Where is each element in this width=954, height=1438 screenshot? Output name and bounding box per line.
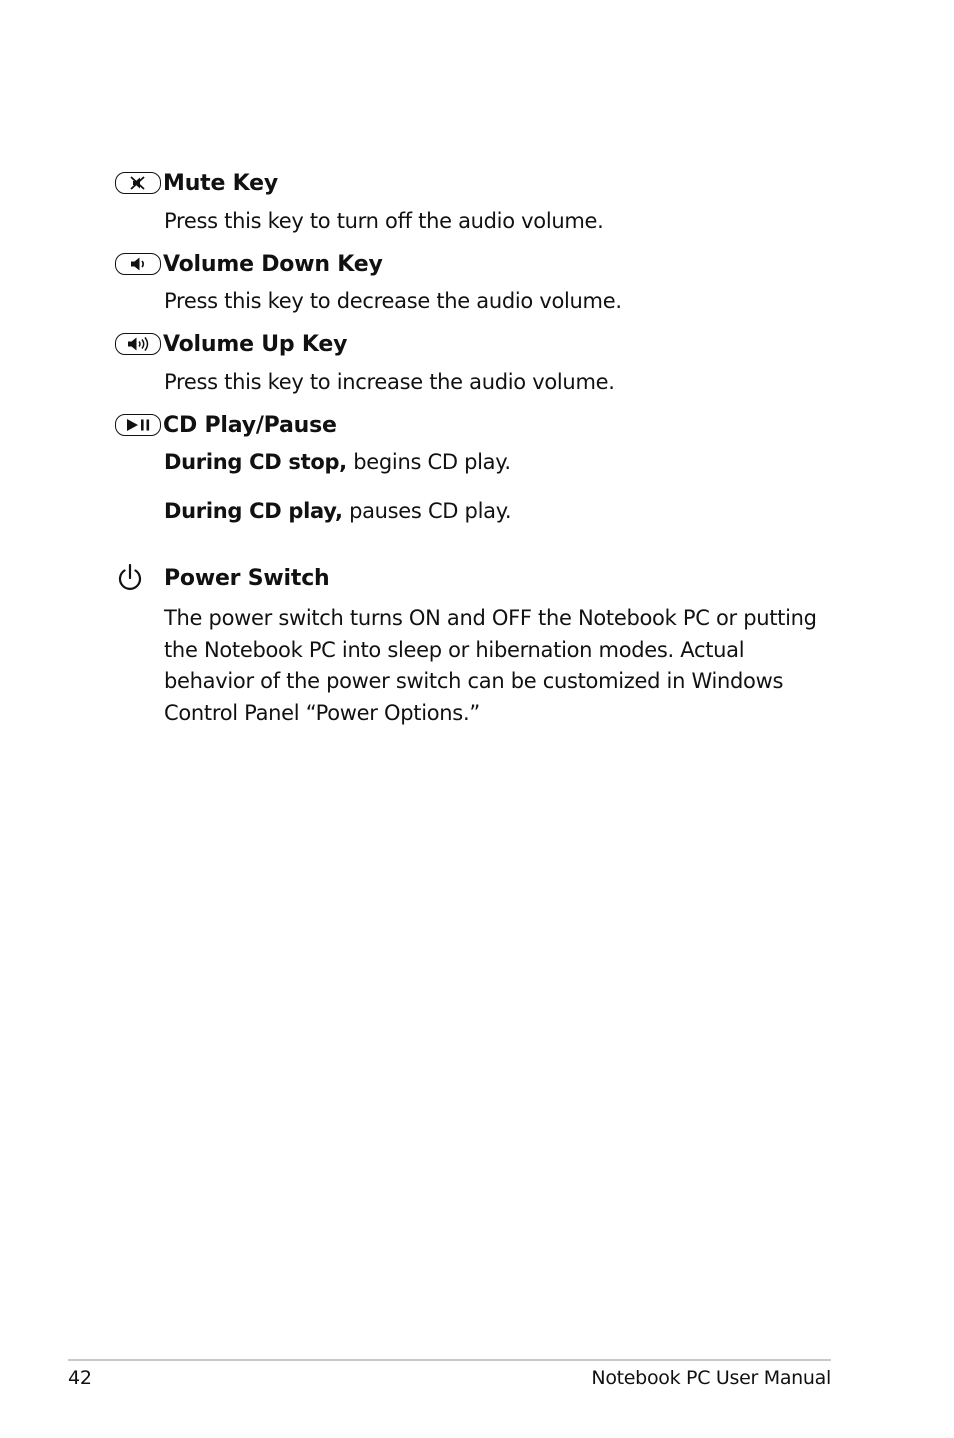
- cd-stop-label: During CD stop,: [164, 450, 347, 474]
- cd-play-description: [164, 495, 511, 527]
- manual-title: Notebook PC User Manual: [591, 1367, 831, 1389]
- volume-up-key-title: Volume Up Key: [163, 331, 348, 357]
- volume-down-icon: [115, 253, 161, 275]
- cd-play-pause-heading-row: [115, 411, 337, 439]
- power-switch-description: [164, 603, 844, 729]
- mute-key-description: Press this key to turn off the audio volume.: [164, 209, 604, 233]
- volume-down-key-title: Volume Down Key: [163, 251, 383, 277]
- cd-stop-text: begins CD play.: [346, 450, 511, 474]
- power-switch-title: Power Switch: [164, 565, 330, 591]
- power-icon: [115, 563, 145, 593]
- volume-up-icon: [115, 333, 161, 355]
- footer-divider: [68, 1359, 831, 1361]
- play-pause-icon: [115, 414, 161, 436]
- page-number: 42: [68, 1367, 92, 1389]
- mute-icon: [115, 172, 161, 194]
- cd-play-text: pauses CD play.: [342, 499, 512, 523]
- power-switch-line: behavior of the power switch can be customized in Windows: [164, 669, 784, 694]
- mute-key-heading-row: [115, 169, 278, 197]
- volume-down-key-heading-row: [115, 250, 383, 278]
- cd-stop-description: [164, 446, 511, 478]
- mute-key-title: Mute Key: [163, 170, 278, 196]
- power-switch-line: The power switch turns ON and OFF the Notebook PC or putting: [164, 606, 817, 630]
- cd-play-pause-title: CD Play/Pause: [163, 412, 337, 438]
- power-switch-line: Control Panel “Power Options.”: [164, 700, 480, 725]
- volume-down-key-description: Press this key to decrease the audio volume.: [164, 289, 622, 313]
- volume-up-key-description: Press this key to increase the audio volume.: [164, 370, 615, 394]
- cd-play-label: During CD play,: [164, 499, 343, 523]
- power-switch-heading-row: [115, 563, 330, 593]
- volume-up-key-heading-row: [115, 330, 347, 358]
- power-switch-line: the Notebook PC into sleep or hibernation modes. Actual: [164, 637, 745, 662]
